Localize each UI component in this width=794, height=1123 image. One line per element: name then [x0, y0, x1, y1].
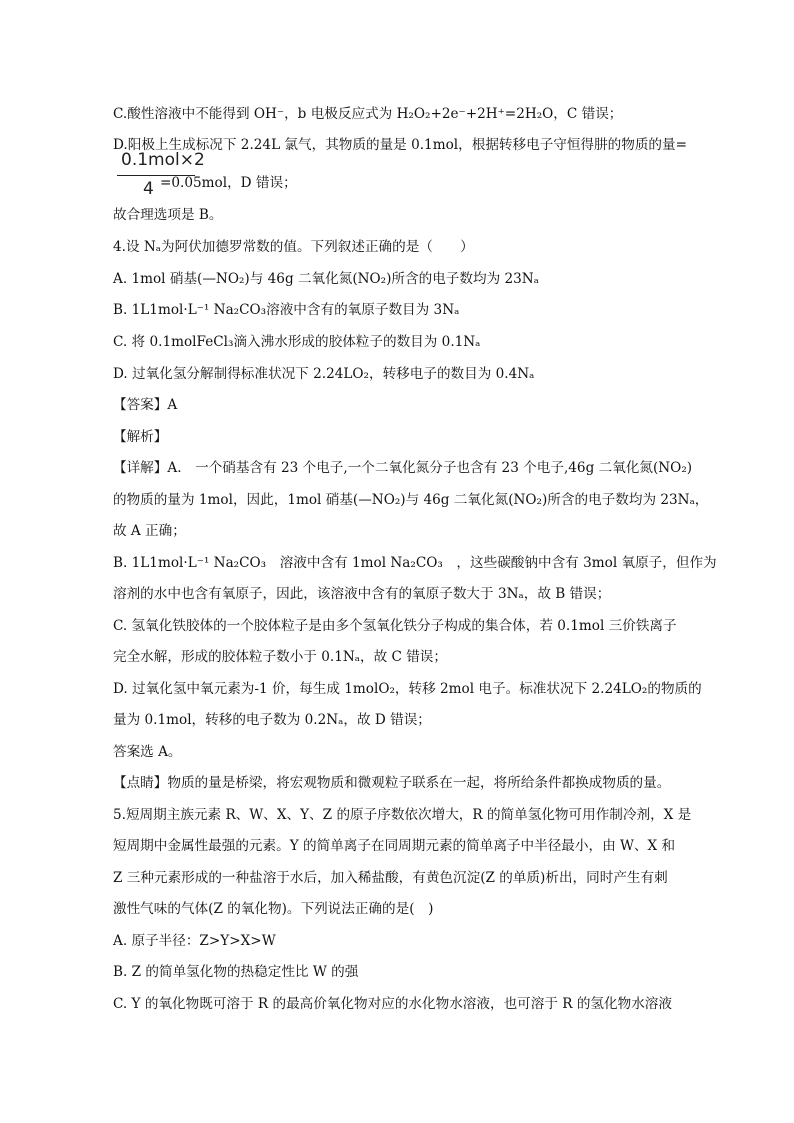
text-line: =0.05mol，D 错误；	[160, 175, 297, 191]
text-line: B. 1L1mol·L⁻¹ Na₂CO₃ 溶液中含有 1mol Na₂CO₃ ，这些碳酸钠中含有 3mol 氧原子，但作为	[113, 555, 717, 571]
option-a: A. 1mol 硝基(—NO₂)与 46g 二氧化氮(NO₂)所含的电子数均为 23Nₐ	[113, 271, 539, 287]
question-stem: 5.短周期主族元素 R、W、X、Y、Z 的原子序数依次增大，R 的简单氢化物可用作制冷剂，X 是	[113, 807, 692, 823]
question-stem: 激性气味的气体(Z 的氧化物)。下列说法正确的是( )	[113, 901, 434, 917]
text-line: 【点睛】物质的量是桥梁，将宏观物质和微观粒子联系在一起，将所给条件都换成物质的量。	[113, 775, 671, 791]
question-stem: 4.设 Nₐ为阿伏加德罗常数的值。下列叙述正确的是（ ）	[113, 239, 474, 255]
text-line: 的物质的量为 1mol，因此，1mol 硝基(—NO₂)与 46g 二氧化氮(NO₂)所含的电子数均为 23Nₐ，	[113, 492, 709, 508]
text-line: D.阳极上生成标况下 2.24L 氯气，其物质的量是 0.1mol，根据转移电子守恒得肼的物质的量=	[113, 137, 688, 153]
text-line: D. 过氧化氢中氧元素为-1 价，每生成 1molO₂，转移 2mol 电子。标准状况下 2.24LO₂的物质的	[113, 681, 702, 697]
question-stem: Z 三种元素形成的一种盐溶于水后，加入稀盐酸，有黄色沉淀(Z 的单质)析出，同时产生有刺	[113, 870, 668, 886]
text-line: C. 氢氧化铁胶体的一个胶体粒子是由多个氢氧化铁分子构成的集合体，若 0.1mol 三价铁离子	[113, 618, 677, 634]
option-d: D. 过氧化氢分解制得标准状况下 2.24LO₂，转移电子的数目为 0.4Nₐ	[113, 366, 535, 382]
fraction-numerator: 0.1mol×2	[121, 150, 205, 170]
answer-label: 【答案】A	[113, 397, 178, 413]
text-line: 溶剂的水中也含有氧原子，因此，该溶液中含有的氧原子数大于 3Nₐ，故 B 错误；	[113, 586, 611, 602]
text-line: 【详解】A. 一个硝基含有 23 个电子,一个二氧化氮分子也含有 23 个电子,46g 二氧化氮(NO₂)	[113, 460, 693, 476]
option-c: C. Y 的氧化物既可溶于 R 的最高价氧化物对应的水化物水溶液，也可溶于 R 的氢化物水溶液	[113, 996, 672, 1012]
text-line: 故 A 正确；	[113, 523, 186, 539]
fraction-denominator: 4	[143, 179, 154, 199]
question-stem: 短周期中金属性最强的元素。Y 的简单离子在同周期元素的简单离子中半径最小，由 W、X 和	[113, 838, 676, 854]
option-c: C. 将 0.1molFeCl₃滴入沸水形成的胶体粒子的数目为 0.1Nₐ	[113, 334, 481, 350]
text-line: 答案选 A。	[113, 744, 182, 760]
text-line: 故合理选项是 B。	[113, 207, 223, 223]
option-b: B. Z 的简单氢化物的热稳定性比 W 的强	[113, 964, 359, 980]
text-line: 量为 0.1mol，转移的电子数为 0.2Nₐ，故 D 错误；	[113, 712, 431, 728]
option-a: A. 原子半径：Z>Y>X>W	[113, 933, 276, 949]
text-line: 完全水解，形成的胶体粒子数小于 0.1Nₐ，故 C 错误；	[113, 649, 447, 665]
analysis-label: 【解析】	[113, 429, 168, 445]
text-line: C.酸性溶液中不能得到 OH⁻，b 电极反应式为 H₂O₂+2e⁻+2H⁺=2H₂O，C 错误；	[113, 106, 623, 122]
option-b: B. 1L1mol·L⁻¹ Na₂CO₃溶液中含有的氧原子数目为 3Nₐ	[113, 302, 460, 318]
